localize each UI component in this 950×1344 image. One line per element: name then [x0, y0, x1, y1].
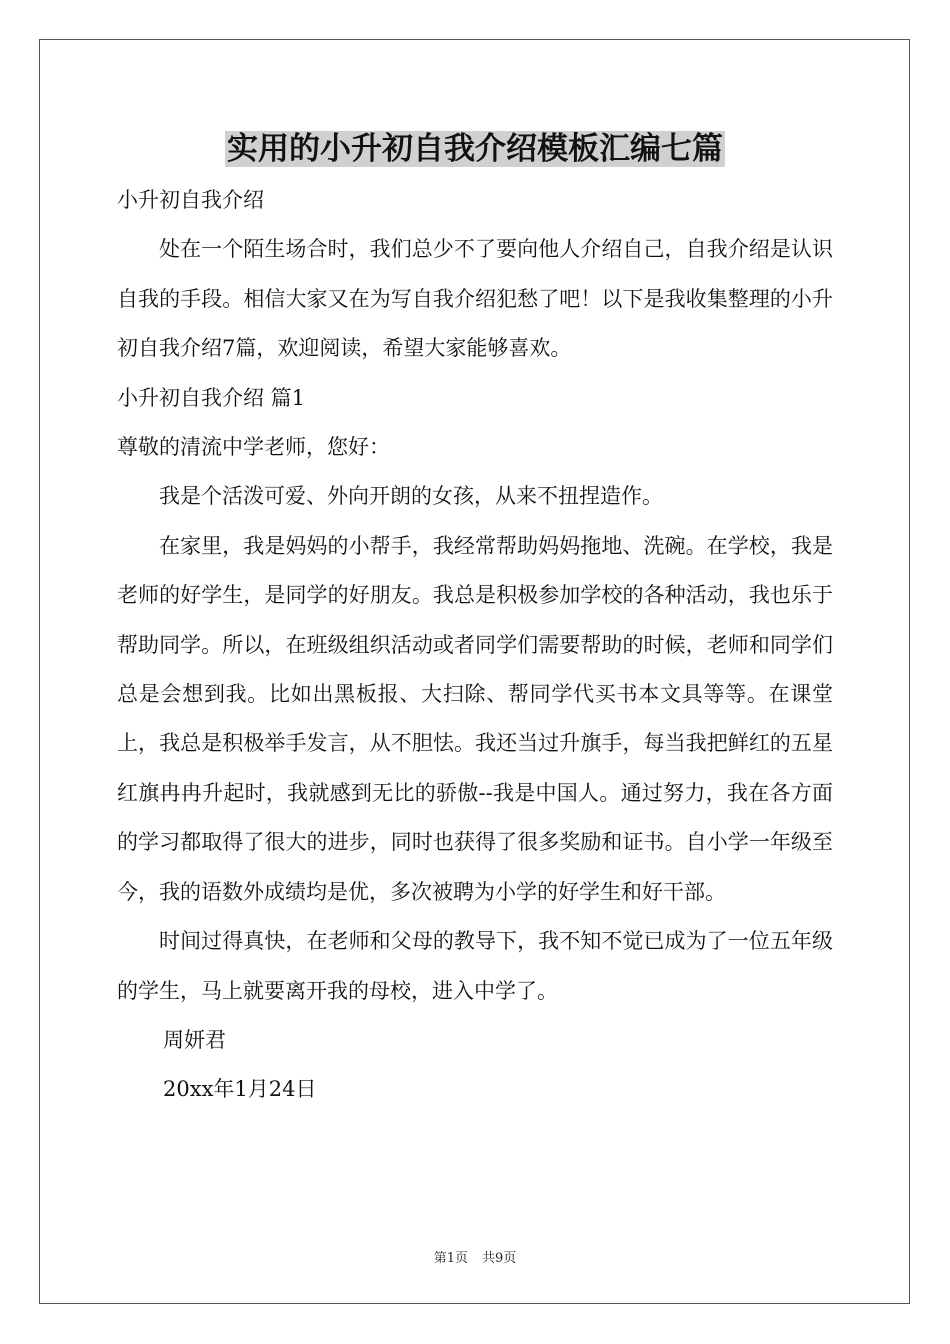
body-paragraph: 时间过得真快，在老师和父母的教导下，我不知不觉已成为了一位五年级的学生，马上就要离开我的母校，进入中学了。 [117, 929, 833, 1003]
page-total: 共9页 [482, 1251, 517, 1266]
body-paragraph: 我是个活泼可爱、外向开朗的女孩，从来不扭捏造作。 [159, 484, 663, 509]
page-number: 第1页 [433, 1251, 468, 1266]
signature-name: 周妍君 [163, 1027, 226, 1052]
signature-date: 20xx年1月24日 [163, 1077, 317, 1102]
section-heading: 小升初自我介绍 [117, 188, 264, 212]
page-footer [0, 1247, 950, 1266]
article-heading: 小升初自我介绍 篇1 [117, 385, 306, 410]
intro-paragraph: 处在一个陌生场合时，我们总少不了要向他人介绍自己，自我介绍是认识自我的手段。相信大家又在为写自我介绍犯愁了吧！以下是我收集整理的小升初自我介绍7篇，欢迎阅读，希望大家能够喜欢。 [117, 237, 833, 361]
document-body [117, 176, 833, 1115]
body-paragraph: 在家里，我是妈妈的小帮手，我经常帮助妈妈拖地、洗碗。在学校，我是老师的好学生，是同学的好朋友。我总是积极参加学校的各种活动，我也乐于帮助同学。所以，在班级组织活动或者同学们需要帮助的时候，老师和同学们总是会想到我。比如出黑板报、大扫除、帮同学代买书本文具等等。在课堂上，我总是积极举手发言，从不胆怯。我还当过升旗手，每当我把鲜红的五星红旗冉冉升起时，我就感到无比的骄傲--我是中国人。通过努力，我在各方面的学习都取得了很大的进步，同时也获得了很多奖励和证书。自小学一年级至今，我的语数外成绩均是优，多次被聘为小学的好学生和好干部。 [117, 533, 833, 904]
title-text: 实用的小升初自我介绍模板汇编七篇 [227, 131, 723, 167]
salutation: 尊敬的清流中学老师，您好： [117, 435, 390, 460]
document-title [0, 124, 950, 174]
